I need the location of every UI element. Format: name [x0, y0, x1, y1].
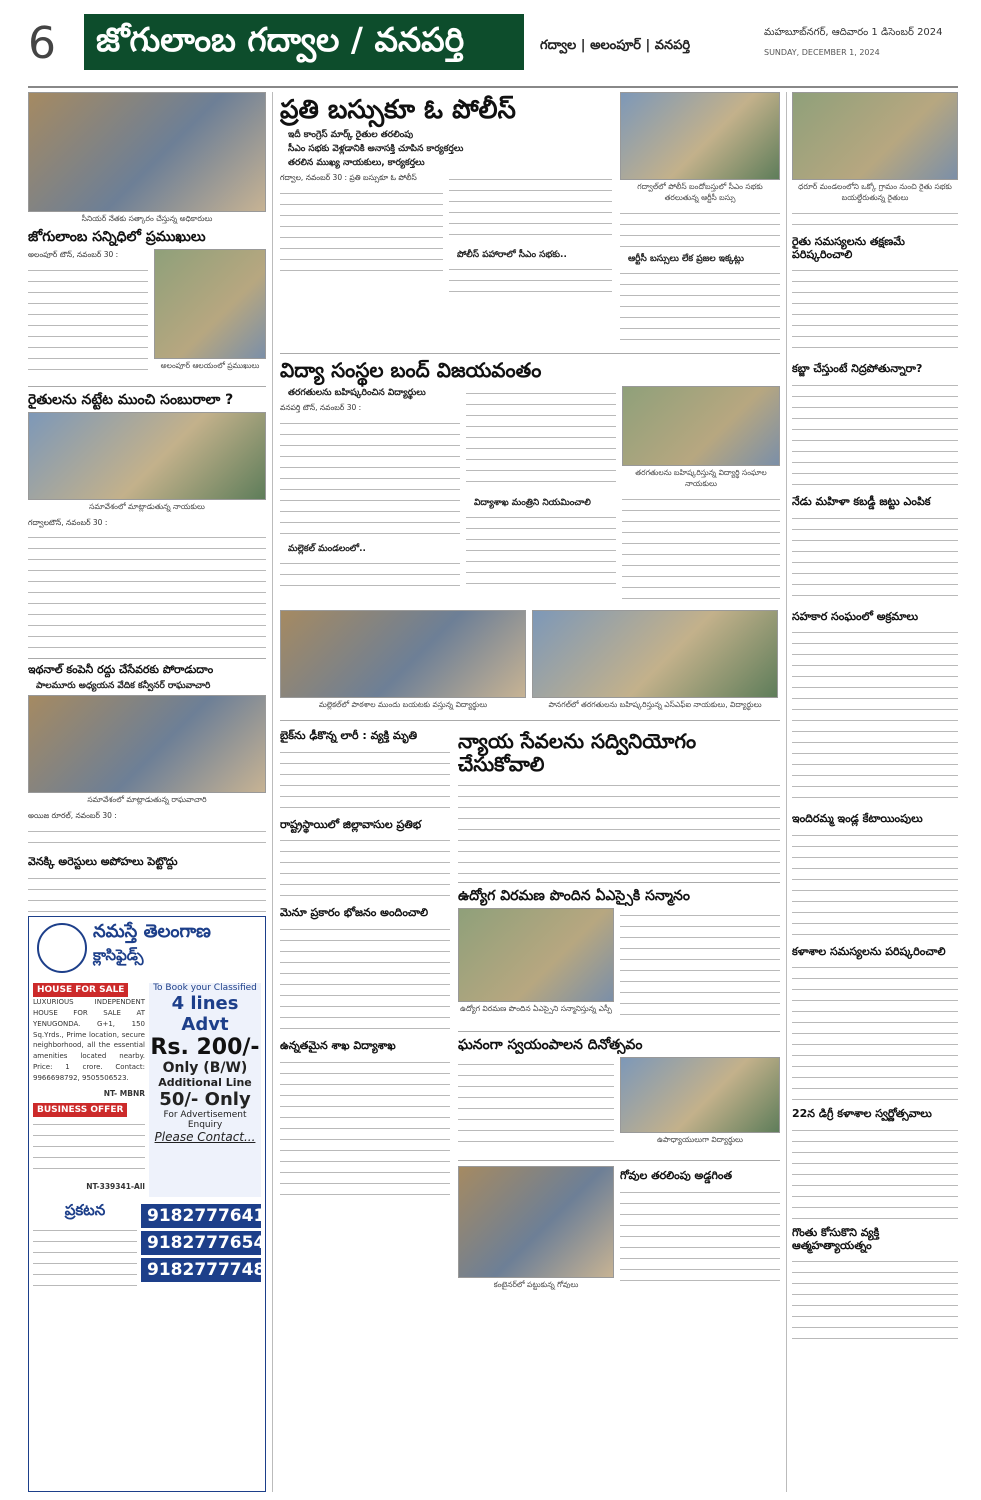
article-body [792, 1256, 958, 1346]
photo-caption: తరగతులను బహిష్కరిస్తున్న విద్యార్థి సంఘాల నాయకులు [635, 468, 767, 488]
headline: వెనక్కి అరెస్టులు అపోహలు పెట్టొద్దు [28, 855, 178, 868]
ad-contact: Please Contact... [154, 1130, 256, 1144]
notice-title: ప్రకటన [64, 1201, 106, 1219]
photo-caption: ధరూర్ మండలంలోని ఒక్కో గ్రామం నుంచి రైతు సభకు బయల్దేరుతున్న రైతులు [798, 182, 952, 202]
photo-school [280, 610, 526, 698]
date-english: SUNDAY, DECEMBER 1, 2024 [764, 48, 880, 57]
article-body [28, 265, 148, 375]
article-body [280, 558, 460, 588]
book-line-2: 4 lines Advt [171, 993, 239, 1035]
ad-subtitle: క్లాసిఫైడ్స్ [93, 946, 144, 964]
photo-temple-visit [154, 249, 266, 359]
article-body [28, 873, 266, 912]
column-1-bottom [28, 852, 266, 912]
article-body [449, 174, 612, 244]
headline: ఉద్యోగ విరమణ పొందిన ఏఎస్సైకి సన్మానం [458, 888, 690, 904]
additional-price: 50/- Only [159, 1089, 251, 1110]
phone-number: 9182777641 [141, 1204, 261, 1228]
article-body [280, 1057, 450, 1197]
photo-caption: సీనియర్ నేతకు సత్కారం చేస్తున్న అధికారులు [81, 214, 213, 223]
article-body [280, 835, 450, 901]
bullet: తరలిన ముఖ్య నాయకులు, కార్యకర్తలు [288, 157, 425, 168]
article-lead: వనపర్తి టౌన్, నవంబర్ 30 : [280, 403, 362, 412]
headline: సహకార సంఘంలో అక్రమాలు [792, 609, 919, 623]
ad-title: నమస్తే తెలంగాణ [29, 917, 265, 946]
article-body [792, 513, 958, 605]
article-body [280, 747, 450, 813]
bullet: సీఎం సభకు వెళ్లడానికి అనాసక్తి చూపిన కార్యకర్తలు [288, 143, 464, 154]
photo-caption: సమావేశంలో మాట్లాడుతున్న రాఘవాచారి [87, 795, 207, 805]
house-for-sale-tag: HOUSE FOR SALE [33, 983, 128, 997]
photo-cattle [458, 1166, 614, 1278]
masthead-rule [28, 86, 958, 88]
bullet: ఇదీ కాంగ్రెస్ మార్క్ రైతుల తరలింపు [288, 129, 414, 140]
house-ad-ref: NT- MBNR [103, 1088, 145, 1098]
article-body [458, 1059, 614, 1149]
photo-caption: అలంపూర్ ఆలయంలో ప్రముఖులు [160, 361, 260, 371]
headline: నేడు మహిళా కబడ్డీ జట్టు ఎంపిక [792, 494, 931, 508]
phone-number: 9182777748 [141, 1258, 261, 1282]
article-body [28, 532, 266, 652]
classifieds-ad [28, 916, 266, 1492]
photo-bus [792, 92, 958, 180]
article-body [792, 265, 958, 357]
article-body [792, 1125, 958, 1221]
article-lead: అయిజ రూరల్, నవంబర్ 30 : [28, 811, 117, 821]
headline: ఆర్టీసీ బస్సులు లేక ప్రజల ఇక్కట్లు [628, 254, 744, 264]
article-body [792, 962, 958, 1102]
photo-bus [620, 92, 780, 180]
photo-meeting [28, 412, 266, 500]
headline: ఉన్నతమైన శాఖ విద్యాశాఖ [280, 1038, 396, 1052]
article-body [792, 208, 958, 230]
photo-caption: గద్వాల్‌లో పోలీస్ బందోబస్తులో సీఎం సభకు తరలుతున్న ఆర్టీసీ బస్సు [637, 182, 763, 202]
phone-number: 9182777654 [141, 1231, 261, 1255]
headline: న్యాయ సేవలను సద్వినియోగం చేసుకోవాలి [458, 729, 697, 776]
headline: 22న డిగ్రీ కళాశాల స్వర్ణోత్సవాలు [792, 1107, 932, 1121]
date-telugu: మహబూబ్‌నగర్, ఆదివారం 1 డిసెంబర్ 2024 [764, 27, 943, 38]
photo-students [622, 386, 780, 466]
ad-price: Rs. 200/- [150, 1035, 260, 1060]
headline: రైతులను నట్టేట ముంచి సంబురాలా ? [28, 391, 234, 408]
notice-text [33, 1225, 137, 1289]
article-body [620, 268, 780, 342]
article-body [620, 208, 780, 248]
photo-caption: ఉపాధ్యాయులుగా విద్యార్థులు [657, 1135, 743, 1145]
article-body [620, 910, 780, 1020]
divider [28, 386, 266, 387]
main-headline: ప్రతి బస్సుకూ ఓ పోలీస్ [280, 95, 516, 125]
page-number: 6 [28, 18, 56, 69]
classifieds-seal-icon [37, 923, 87, 973]
article-lead: గద్వాల, నవంబర్ 30 : ప్రతి బస్సుకూ ఓ పోలీస్ [280, 172, 417, 182]
book-line-1: To Book your Classified [153, 983, 257, 993]
article-body [792, 627, 958, 807]
subhead-bullet: పాలమూరు అధ్యయన వేదిక కన్వీనర్ రాఘవాచారి [36, 681, 211, 692]
photo-caption: ఉద్యోగ విరమణ పొందిన ఏఎస్సైని సన్మానిస్తున్న ఎస్పీ [460, 1004, 612, 1014]
ad-enquiry: For Advertisement Enquiry [163, 1110, 247, 1130]
headline: విద్యా సంస్థల బంద్ విజయవంతం [280, 358, 542, 382]
district-title-band [84, 14, 524, 70]
article-body [280, 924, 450, 1034]
article-body [280, 188, 443, 278]
divider [28, 658, 266, 659]
photo-school [532, 610, 778, 698]
article-body [466, 512, 616, 584]
article-body [28, 826, 266, 852]
headline: ఇథనాల్ కంపెనీ రద్దు చేసేవరకు పోరాడుదాం [28, 663, 214, 677]
ad-price-note: Only (B/W) [162, 1060, 248, 1076]
headline: కళాశాల సమస్యలను పరిష్కరించాలి [792, 944, 946, 958]
column-divider [786, 92, 787, 1492]
headline: మెనూ ప్రకారం భోజనం అందించాలి [280, 906, 429, 920]
photo-felicitation [458, 908, 614, 1002]
article-body [449, 264, 612, 292]
headline: ఇందిరమ్మ ఇండ్ల కేటాయింపులు [792, 812, 923, 826]
subhead: మల్లెకల్ మండలంలో.. [288, 543, 366, 554]
photo-caption: పానగల్‌లో తరగతులను బహిష్కరిస్తున్న ఎస్‌ఎఫ్‌ఐ నాయకులు, విద్యార్థులు [548, 700, 762, 709]
business-ad-text [33, 1119, 145, 1175]
column-divider [272, 92, 273, 1492]
masthead [0, 0, 981, 90]
headline: రైతు సమస్యలను తక్షణమే పరిష్కరించాలి [792, 235, 905, 261]
photo-speaker [28, 695, 266, 793]
headline: ఘనంగా స్వయంపాలన దినోత్సవం [458, 1037, 643, 1054]
additional-line: Additional Line [158, 1076, 252, 1089]
photo-felicitation [28, 92, 266, 212]
article-body [466, 388, 616, 492]
headline: కబ్జా చేస్తుంటే నిద్రపోతున్నారా? [792, 362, 923, 376]
photo-caption: కంటైనర్‌లో పట్టుకున్న గోవులు [493, 1280, 579, 1290]
divider [458, 882, 780, 883]
column-4 [792, 92, 958, 1492]
headline: జోగులాంబ సన్నిధిలో ప్రముఖులు [28, 229, 206, 245]
article-lead: అలంపూర్ టౌన్, నవంబర్ 30 : [28, 250, 119, 260]
subhead: విద్యాశాఖ మంత్రిని నియమించాలి [474, 498, 591, 508]
subhead: పోలీస్ పహారాలో సీఎం సభకు.. [457, 249, 567, 260]
article-body [280, 418, 460, 538]
business-ad-ref: NT-339341-All [86, 1182, 145, 1192]
divider [458, 1160, 780, 1161]
article-body [620, 1187, 780, 1287]
photo-caption: సమావేశంలో మాట్లాడుతున్న నాయకులు [89, 501, 205, 511]
subhead-bullet: తరగతులను బహిష్కరించిన విద్యార్థులు [288, 388, 426, 398]
photo-students [620, 1057, 780, 1133]
article-body [622, 494, 780, 604]
divider [280, 353, 780, 354]
headline: బైక్‌ను ఢీకొన్న లారీ : వ్యక్తి మృతి [280, 729, 418, 742]
article-body [458, 780, 780, 876]
column-1 [28, 92, 266, 852]
district-title: జోగులాంబ గద్వాల / వనపర్తి [96, 20, 465, 59]
photo-caption: మల్లెకల్‌లో పాఠశాల ముందు బయటకు వస్తున్న విద్యార్థులు [318, 700, 488, 709]
divider [458, 1031, 780, 1032]
headline: గొంతు కోసుకొని వ్యక్తి ఆత్మహత్యాయత్నం [792, 1226, 880, 1252]
article-lead: గద్వాలటౌన్, నవంబర్ 30 : [28, 517, 108, 527]
sub-regions: గద్వాల | అలంపూర్ | వనపర్తి [540, 38, 691, 53]
headline: రాష్ట్రస్థాయిలో జిల్లావాసుల ప్రతిభ [280, 817, 422, 831]
divider [280, 720, 780, 721]
headline: గోవుల తరలింపు అడ్డగింత [620, 1169, 733, 1183]
house-ad-text: LUXURIOUS INDEPENDENT HOUSE FOR SALE AT YENUGONDA. G+1, 150 Sq.Yrds., Prime location, secure neighborhood, all the essential amenities located nearby. Price: 1 crore. Contact: 9966698792, 9505506523. [33, 998, 145, 1082]
main-area [280, 92, 780, 1492]
article-body [792, 380, 958, 490]
article-body [792, 830, 958, 940]
business-offer-tag: BUSINESS OFFER [33, 1103, 127, 1117]
